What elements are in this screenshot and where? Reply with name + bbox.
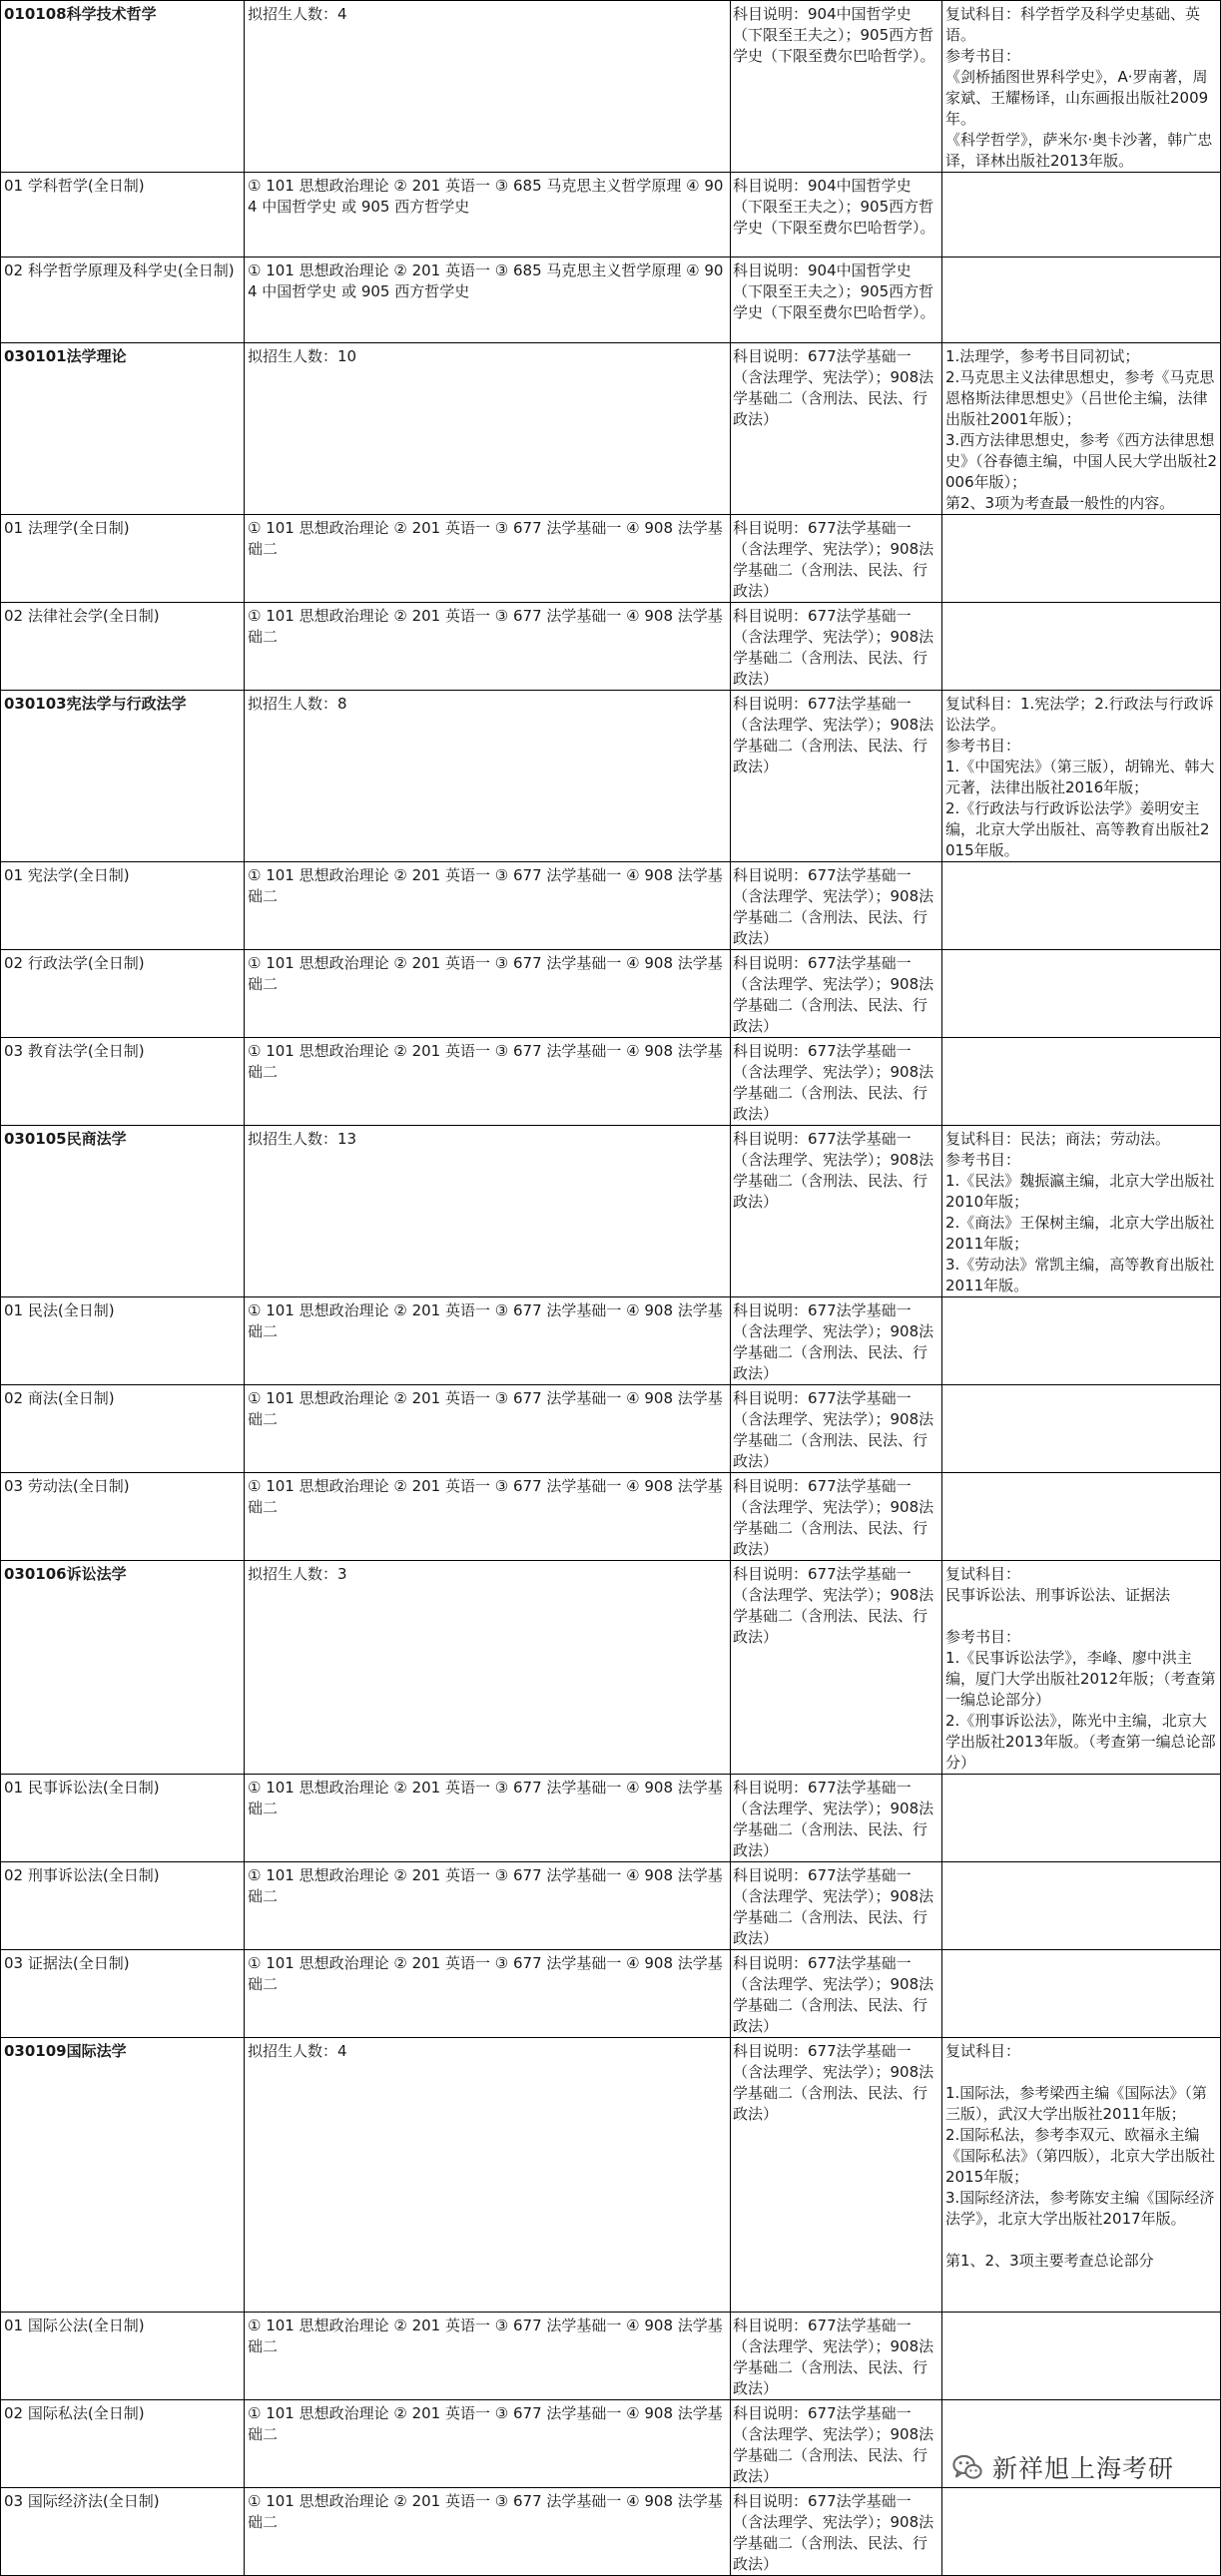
program-name-cell: 030106诉讼法学 (1, 1561, 245, 1775)
program-name-cell: 02 科学哲学原理及科学史(全日制) (1, 258, 245, 343)
exam-subjects-cell: ① 101 思想政治理论 ② 201 英语一 ③ 677 法学基础一 ④ 908 法学基础二 (245, 1473, 731, 1561)
program-name-cell: 01 法理学(全日制) (1, 515, 245, 603)
retest-info-cell (942, 1038, 1221, 1126)
program-name-cell: 01 民事诉讼法(全日制) (1, 1775, 245, 1862)
retest-line: 复试科目：1.宪法学；2.行政法与行政诉讼法学。 (945, 695, 1214, 734)
retest-line: 参考书目： (945, 1151, 1021, 1169)
retest-info-cell (942, 2488, 1221, 2576)
retest-line: 1.《民事诉讼法学》，李峰、廖中洪主编，厦门大学出版社2012年版；（考查第一编总论部分） (945, 1649, 1216, 1709)
retest-line: 2.《刑事诉讼法》，陈光中主编，北京大学出版社2013年版。（考查第一编总论部分） (945, 1712, 1216, 1772)
exam-subjects-cell: 拟招生人数：4 (245, 2038, 731, 2313)
retest-info-cell (942, 258, 1221, 343)
table-row (1, 2038, 1221, 2313)
retest-info-cell (942, 173, 1221, 258)
retest-info-cell (942, 950, 1221, 1038)
retest-info-cell (942, 862, 1221, 950)
subject-notes-cell: 科目说明：677法学基础一（含法理学、宪法学）；908法学基础二（含刑法、民法、行政法） (731, 2400, 942, 2488)
watermark-text: 新祥旭上海考研 (992, 2454, 1175, 2483)
retest-line (945, 1606, 1218, 1627)
exam-subjects-cell: ① 101 思想政治理论 ② 201 英语一 ③ 677 法学基础一 ④ 908 法学基础二 (245, 1038, 731, 1126)
retest-line (945, 2230, 1218, 2251)
exam-subjects-cell: ① 101 思想政治理论 ② 201 英语一 ③ 677 法学基础一 ④ 908 法学基础二 (245, 1775, 731, 1862)
retest-line: 《科学哲学》，萨米尔·奥卡沙著，韩广忠译，译林出版社2013年版。 (945, 131, 1213, 170)
retest-line: 参考书目： (945, 1628, 1021, 1646)
retest-line: 复试科目： (945, 1565, 1021, 1583)
exam-subjects-cell: ① 101 思想政治理论 ② 201 英语一 ③ 677 法学基础一 ④ 908 法学基础二 (245, 1950, 731, 2038)
exam-subjects-cell: 拟招生人数：10 (245, 343, 731, 515)
retest-line: 复试科目： (945, 2042, 1021, 2060)
retest-line: 第1、2、3项主要考查总论部分 (945, 2252, 1154, 2270)
table-row (1, 1385, 1221, 1473)
subject-notes-cell: 科目说明：677法学基础一（含法理学、宪法学）；908法学基础二（含刑法、民法、行政法） (731, 343, 942, 515)
table-row (1, 862, 1221, 950)
retest-line: 1.《民法》魏振瀛主编，北京大学出版社2010年版； (945, 1172, 1215, 1211)
subject-notes-cell: 科目说明：677法学基础一（含法理学、宪法学）；908法学基础二（含刑法、民法、行政法） (731, 1561, 942, 1775)
exam-subjects-cell: ① 101 思想政治理论 ② 201 英语一 ③ 677 法学基础一 ④ 908 法学基础二 (245, 1385, 731, 1473)
table-row (1, 2488, 1221, 2576)
exam-subjects-cell: ① 101 思想政治理论 ② 201 英语一 ③ 685 马克思主义哲学原理 ④ 904 中国哲学史 或 905 西方哲学史 (245, 173, 731, 258)
exam-subjects-cell: ① 101 思想政治理论 ② 201 英语一 ③ 677 法学基础一 ④ 908 法学基础二 (245, 2488, 731, 2576)
exam-subjects-cell: ① 101 思想政治理论 ② 201 英语一 ③ 677 法学基础一 ④ 908 法学基础二 (245, 603, 731, 691)
retest-info-cell (942, 1385, 1221, 1473)
program-name-cell: 02 商法(全日制) (1, 1385, 245, 1473)
subject-notes-cell: 科目说明：677法学基础一（含法理学、宪法学）；908法学基础二（含刑法、民法、行政法） (731, 691, 942, 862)
subject-notes-cell: 科目说明：677法学基础一（含法理学、宪法学）；908法学基础二（含刑法、民法、行政法） (731, 862, 942, 950)
program-name-cell: 030101法学理论 (1, 343, 245, 515)
program-name-cell: 03 教育法学(全日制) (1, 1038, 245, 1126)
subject-notes-cell: 科目说明：677法学基础一（含法理学、宪法学）；908法学基础二（含刑法、民法、行政法） (731, 603, 942, 691)
exam-subjects-cell: ① 101 思想政治理论 ② 201 英语一 ③ 677 法学基础一 ④ 908 法学基础二 (245, 2313, 731, 2400)
retest-line: 2.马克思主义法律思想史，参考《马克思恩格斯法律思想史》（吕世伦主编，法律出版社2001年版）； (945, 368, 1215, 428)
retest-line: 第2、3项为考查最一般性的内容。 (945, 494, 1175, 512)
program-name-cell: 010108科学技术哲学 (1, 1, 245, 173)
wechat-icon (950, 2450, 984, 2484)
program-name-cell: 01 学科哲学(全日制) (1, 173, 245, 258)
retest-info-cell (942, 515, 1221, 603)
exam-subjects-cell: 拟招生人数：8 (245, 691, 731, 862)
program-name-cell: 03 证据法(全日制) (1, 1950, 245, 2038)
retest-line: 1.国际法，参考梁西主编《国际法》（第三版），武汉大学出版社2011年版； (945, 2084, 1207, 2123)
exam-subjects-cell: ① 101 思想政治理论 ② 201 英语一 ③ 677 法学基础一 ④ 908 法学基础二 (245, 862, 731, 950)
table-row (1, 1297, 1221, 1385)
table-row (1, 173, 1221, 258)
table-row (1, 1950, 1221, 2038)
retest-line: 1.《中国宪法》（第三版），胡锦光、韩大元著，法律出版社2016年版； (945, 758, 1215, 796)
subject-notes-cell: 科目说明：677法学基础一（含法理学、宪法学）；908法学基础二（含刑法、民法、行政法） (731, 1038, 942, 1126)
retest-info-cell (942, 1775, 1221, 1862)
retest-info-cell (942, 1297, 1221, 1385)
table-row (1, 343, 1221, 515)
exam-subjects-cell: ① 101 思想政治理论 ② 201 英语一 ③ 685 马克思主义哲学原理 ④ 904 中国哲学史 或 905 西方哲学史 (245, 258, 731, 343)
retest-info-cell (942, 1950, 1221, 2038)
exam-subjects-cell: ① 101 思想政治理论 ② 201 英语一 ③ 677 法学基础一 ④ 908 法学基础二 (245, 515, 731, 603)
program-name-cell: 01 宪法学(全日制) (1, 862, 245, 950)
subject-notes-cell: 科目说明：677法学基础一（含法理学、宪法学）；908法学基础二（含刑法、民法、行政法） (731, 1950, 942, 2038)
table-row (1, 515, 1221, 603)
retest-info-cell (942, 603, 1221, 691)
table-row (1, 1862, 1221, 1950)
exam-subjects-cell: 拟招生人数：4 (245, 1, 731, 173)
retest-line: 2.国际私法，参考李双元、欧福永主编《国际私法》（第四版），北京大学出版社2015年版； (945, 2126, 1216, 2186)
retest-line: 参考书目： (945, 47, 1021, 65)
retest-line: 民事诉讼法、刑事诉讼法、证据法 (945, 1586, 1171, 1604)
exam-subjects-cell: ① 101 思想政治理论 ② 201 英语一 ③ 677 法学基础一 ④ 908 法学基础二 (245, 1862, 731, 1950)
retest-line (945, 2062, 1218, 2083)
watermark (946, 2447, 1180, 2487)
exam-subjects-cell: 拟招生人数：3 (245, 1561, 731, 1775)
retest-info-cell (942, 1126, 1221, 1297)
retest-info-cell (942, 2313, 1221, 2400)
subject-notes-cell: 科目说明：677法学基础一（含法理学、宪法学）；908法学基础二（含刑法、民法、行政法） (731, 2038, 942, 2313)
program-name-cell: 01 国际公法(全日制) (1, 2313, 245, 2400)
program-name-cell: 030109国际法学 (1, 2038, 245, 2313)
program-name-cell: 02 行政法学(全日制) (1, 950, 245, 1038)
program-name-cell: 02 国际私法(全日制) (1, 2400, 245, 2488)
retest-line: 2.《商法》王保树主编，北京大学出版社2011年版； (945, 1214, 1215, 1253)
retest-info-cell (942, 691, 1221, 862)
subject-notes-cell: 科目说明：904中国哲学史（下限至王夫之）；905西方哲学史（下限至费尔巴哈哲学）。 (731, 1, 942, 173)
program-name-cell: 03 国际经济法(全日制) (1, 2488, 245, 2576)
exam-subjects-cell: ① 101 思想政治理论 ② 201 英语一 ③ 677 法学基础一 ④ 908 法学基础二 (245, 950, 731, 1038)
table-row (1, 1473, 1221, 1561)
table-row (1, 1775, 1221, 1862)
table-row (1, 950, 1221, 1038)
retest-info-cell (942, 1, 1221, 173)
retest-info-cell (942, 1473, 1221, 1561)
program-name-cell: 02 刑事诉讼法(全日制) (1, 1862, 245, 1950)
retest-line: 3.西方法律思想史，参考《西方法律思想史》（谷春德主编，中国人民大学出版社2006年版）； (945, 431, 1218, 491)
retest-line: 2.《行政法与行政诉讼法学》姜明安主编，北京大学出版社、高等教育出版社2015年版。 (945, 799, 1210, 859)
retest-line: 复试科目：民法；商法；劳动法。 (945, 1130, 1171, 1148)
retest-line: 3.《劳动法》常凯主编，高等教育出版社2011年版。 (945, 1256, 1215, 1294)
exam-subjects-cell: 拟招生人数：13 (245, 1126, 731, 1297)
retest-line: 复试科目：科学哲学及科学史基础、英语。 (945, 5, 1201, 44)
subject-notes-cell: 科目说明：677法学基础一（含法理学、宪法学）；908法学基础二（含刑法、民法、行政法） (731, 1385, 942, 1473)
subject-notes-cell: 科目说明：677法学基础一（含法理学、宪法学）；908法学基础二（含刑法、民法、行政法） (731, 1862, 942, 1950)
subject-notes-cell: 科目说明：677法学基础一（含法理学、宪法学）；908法学基础二（含刑法、民法、行政法） (731, 2313, 942, 2400)
retest-line: 参考书目： (945, 737, 1021, 755)
retest-line: 3.国际经济法，参考陈安主编《国际经济法学》，北京大学出版社2017年版。 (945, 2189, 1215, 2228)
retest-info-cell (942, 2038, 1221, 2313)
subject-notes-cell: 科目说明：677法学基础一（含法理学、宪法学）；908法学基础二（含刑法、民法、行政法） (731, 1297, 942, 1385)
table-row (1, 258, 1221, 343)
exam-subjects-cell: ① 101 思想政治理论 ② 201 英语一 ③ 677 法学基础一 ④ 908 法学基础二 (245, 1297, 731, 1385)
program-name-cell: 02 法律社会学(全日制) (1, 603, 245, 691)
retest-line: 《剑桥插图世界科学史》，A·罗南著，周家斌、王耀杨译，山东画报出版社2009年。 (945, 68, 1209, 128)
retest-line: 1.法理学，参考书目同初试； (945, 347, 1140, 365)
subject-notes-cell: 科目说明：677法学基础一（含法理学、宪法学）；908法学基础二（含刑法、民法、行政法） (731, 950, 942, 1038)
subject-notes-cell: 科目说明：904中国哲学史（下限至王夫之）；905西方哲学史（下限至费尔巴哈哲学）。 (731, 258, 942, 343)
program-name-cell: 01 民法(全日制) (1, 1297, 245, 1385)
subject-notes-cell: 科目说明：677法学基础一（含法理学、宪法学）；908法学基础二（含刑法、民法、行政法） (731, 1775, 942, 1862)
table-row (1, 1561, 1221, 1775)
retest-info-cell (942, 1561, 1221, 1775)
table-row (1, 1, 1221, 173)
program-name-cell: 030105民商法学 (1, 1126, 245, 1297)
subject-notes-cell: 科目说明：677法学基础一（含法理学、宪法学）；908法学基础二（含刑法、民法、行政法） (731, 2488, 942, 2576)
subject-notes-cell: 科目说明：677法学基础一（含法理学、宪法学）；908法学基础二（含刑法、民法、行政法） (731, 515, 942, 603)
subject-notes-cell: 科目说明：677法学基础一（含法理学、宪法学）；908法学基础二（含刑法、民法、行政法） (731, 1126, 942, 1297)
exam-subjects-cell: ① 101 思想政治理论 ② 201 英语一 ③ 677 法学基础一 ④ 908 法学基础二 (245, 2400, 731, 2488)
table-row (1, 1126, 1221, 1297)
subject-notes-cell: 科目说明：677法学基础一（含法理学、宪法学）；908法学基础二（含刑法、民法、行政法） (731, 1473, 942, 1561)
program-name-cell: 03 劳动法(全日制) (1, 1473, 245, 1561)
retest-info-cell (942, 1862, 1221, 1950)
table-row (1, 691, 1221, 862)
table-row (1, 1038, 1221, 1126)
program-name-cell: 030103宪法学与行政法学 (1, 691, 245, 862)
subject-notes-cell: 科目说明：904中国哲学史（下限至王夫之）；905西方哲学史（下限至费尔巴哈哲学）。 (731, 173, 942, 258)
table-row (1, 2313, 1221, 2400)
retest-info-cell (942, 343, 1221, 515)
table-row (1, 603, 1221, 691)
